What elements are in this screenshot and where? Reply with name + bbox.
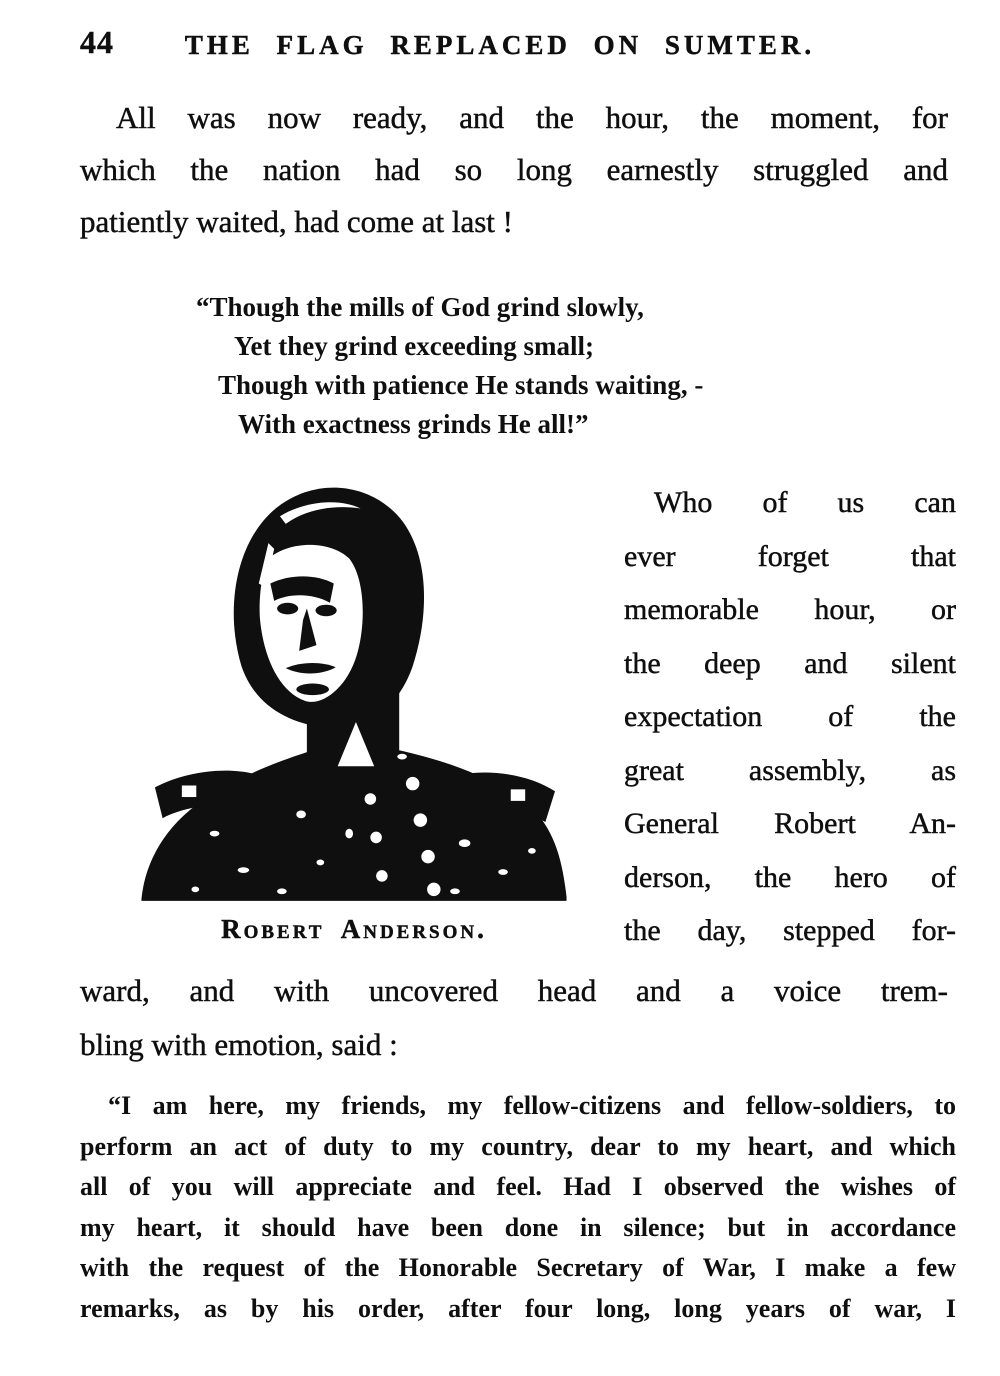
text-line: the day, stepped for- xyxy=(624,914,956,947)
opening-paragraph xyxy=(80,92,948,248)
poem-line: “Though the mills of God grind slowly, xyxy=(196,292,644,322)
right-column-paragraph xyxy=(624,476,956,958)
text-line: which the nation had so long earnestly struggled and xyxy=(80,152,948,187)
robert-anderson-portrait-engraving xyxy=(128,466,580,904)
running-title: THE FLAG REPLACED ON SUMTER. xyxy=(184,30,816,60)
text-line: perform an act of duty to my country, dear to my heart, and which xyxy=(80,1131,956,1161)
text-line: the deep and silent xyxy=(624,646,956,680)
portrait-figure xyxy=(128,466,580,945)
text-line: my heart, it should have been done in silence; but in accordance xyxy=(80,1212,956,1242)
text-line: remarks, as by his order, after four long, long years of war, I xyxy=(80,1293,956,1323)
text-line: bling with emotion, said : xyxy=(80,1027,398,1062)
text-line: ever forget that xyxy=(624,539,956,573)
text-line: Who of us can xyxy=(654,486,956,519)
text-line: General Robert An- xyxy=(624,807,956,840)
text-line: derson, the hero of xyxy=(624,860,956,894)
text-line: memorable hour, or xyxy=(624,593,956,626)
text-line: All was now ready, and the hour, the moment, for xyxy=(116,100,948,135)
poem-line: With exactness grinds He all!” xyxy=(238,409,589,439)
text-line: great assembly, as xyxy=(624,753,956,787)
text-line: ward, and with uncovered head and a voice trem- xyxy=(80,973,948,1008)
text-line: patiently waited, had come at last ! xyxy=(80,204,513,239)
text-line: “I am here, my friends, my fellow-citizens and fellow-soldiers, to xyxy=(108,1091,956,1120)
portrait-caption: Robert Anderson. xyxy=(221,914,487,944)
poem-line: Though with patience He stands waiting, - xyxy=(218,370,704,400)
text-line: with the request of the Honorable Secretary of War, I make a few xyxy=(80,1253,956,1282)
continuation-paragraph xyxy=(80,964,948,1072)
poem-line: Yet they grind exceeding small; xyxy=(234,331,594,361)
poem-quote xyxy=(196,288,703,444)
text-line: all of you will appreciate and feel. Had I observed the wishes of xyxy=(80,1172,956,1201)
text-line: expectation of the xyxy=(624,700,956,733)
page-number: 44 xyxy=(80,24,114,60)
speech-quote-paragraph xyxy=(80,1086,956,1329)
